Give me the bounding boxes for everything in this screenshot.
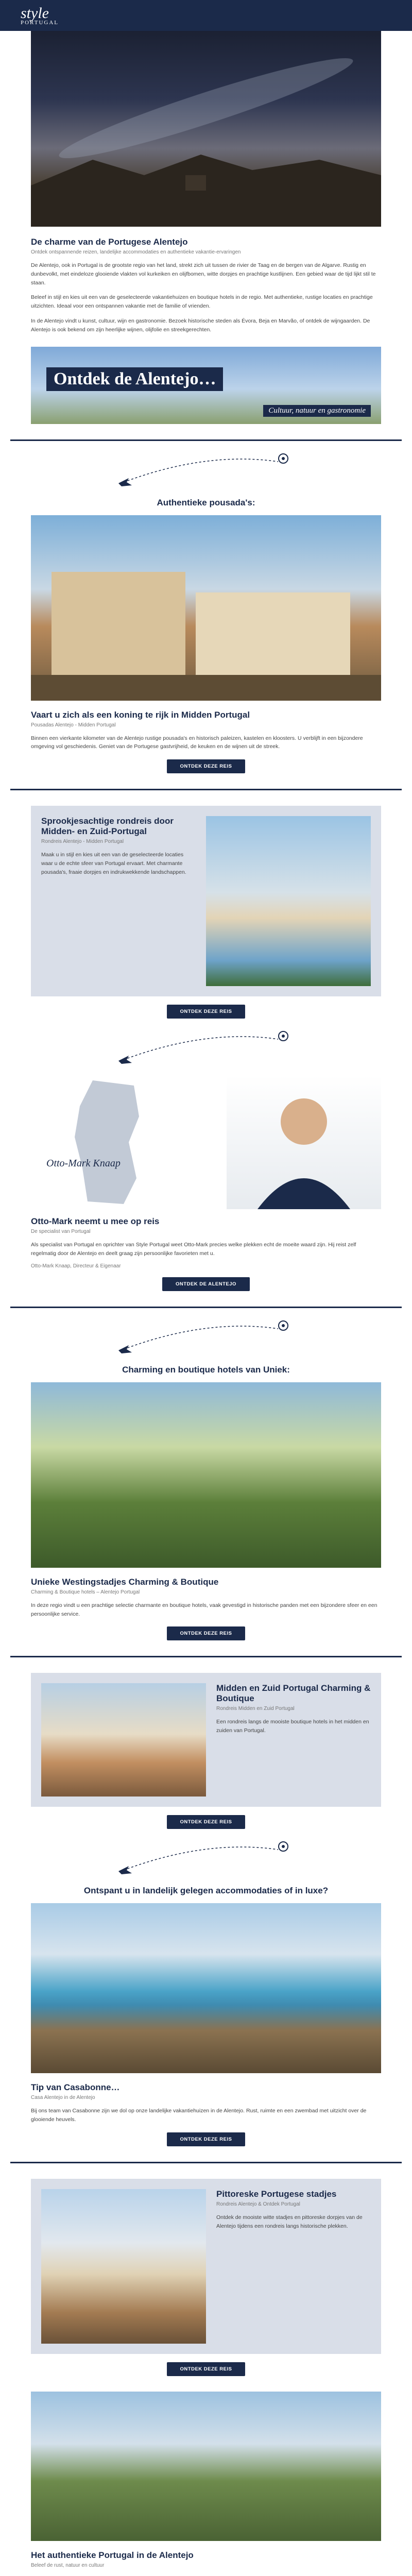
portugal-map [31, 1075, 227, 1209]
cta-button[interactable]: ONTDEK DEZE REIS [167, 1626, 246, 1640]
cta-button[interactable]: ONTDEK DEZE REIS [167, 2132, 246, 2146]
section-subtitle: Beleef de rust, natuur en cultuur [31, 2562, 105, 2568]
banner-title: Ontdek de Alentejo… [46, 367, 223, 391]
midden-zuid-text [216, 1683, 371, 1797]
section-title: Otto-Mark neemt u mee op reis [31, 1216, 160, 1227]
section-title: Tip van Casabonne… [31, 2082, 120, 2093]
section-title: Vaart u zich als een koning te rijk in Midden Portugal [31, 709, 250, 720]
landelijk-image[interactable] [31, 1903, 381, 2073]
portrait [227, 1075, 381, 1209]
plane-route-icon [0, 1308, 412, 1365]
plane-divider [0, 1308, 412, 1365]
signature-meta: Otto-Mark Knaap, Directeur & Eigenaar [31, 1263, 121, 1269]
hero-paragraph-3: In de Alentejo vindt u kunst, cultuur, wijn en gastronomie. Bezoek historische steden als Évora, Beja en Marvão, of ontdek de wijngaarden. De Alentejo is ook bekend om zijn heerlijke wijnen, olijfolie en streekgerechten. [31, 317, 370, 333]
section-paragraph: Bij ons team van Casabonne zijn we dol op onze landelijke vakantiehuizen in de Alentejo. Rust, ruimte en een zwembad met uitzicht over de glooiende heuvels. [31, 2108, 367, 2123]
logo-sub-text: PORTUGAL [21, 19, 59, 26]
cta-button[interactable]: ONTDEK DEZE REIS [167, 1815, 246, 1829]
section-landelijk [0, 1886, 412, 2146]
plane-route-icon [0, 1019, 412, 1075]
email-header [0, 0, 412, 31]
brand-logo[interactable] [21, 6, 59, 26]
plane-divider [0, 1019, 412, 1075]
section-title: Sprookjesachtige rondreis door Midden- en Zuid-Portugal [41, 816, 174, 837]
specialist-block [31, 1075, 381, 1209]
hero-subtitle: Ontdek ontspannende reizen, landelijke accommodaties en authentieke vakantie-ervaringen [31, 249, 241, 255]
section-stadjes [0, 2163, 412, 2376]
section-subtitle: Pousadas Alentejo - Midden Portugal [31, 722, 116, 728]
section-midden-zuid [0, 1657, 412, 1829]
section-specialist [0, 1075, 412, 1291]
pousada-image[interactable] [31, 515, 381, 701]
cta-button[interactable]: ONTDEK DEZE REIS [167, 2362, 246, 2376]
stadjes-text [216, 2189, 371, 2344]
banner-tagline: Cultuur, natuur en gastronomie [263, 405, 371, 417]
midden-zuid-image[interactable] [41, 1683, 206, 1797]
rondreis-image[interactable] [206, 816, 371, 986]
section-paragraph: Binnen een vierkante kilometer van de Alentejo rustige pousada's en historisch paleizen, kastelen en kloosters. U verblijft in een bijzondere omgeving vol geschiedenis. Geniet van de Portugese gastvrijheid, de keuken en de wijnen uit de streek. [31, 735, 363, 750]
section-paragraph: Ontdek de mooiste witte stadjes en pittoreske dorpjes van de Alentejo tijdens een rondreis langs historische plekken. [216, 2214, 363, 2229]
hero-text [0, 227, 412, 334]
section-subtitle: Rondreis Alentejo - Midden Portugal [41, 839, 124, 845]
signature: Otto-Mark Knaap [46, 1158, 121, 1170]
plane-route-icon [0, 1829, 412, 1886]
section-rondreis [0, 790, 412, 1019]
architecture-illustration [31, 515, 381, 701]
boutique-image[interactable] [31, 1382, 381, 1568]
section-paragraph: Een rondreis langs de mooiste boutique hotels in het midden en zuiden van Portugal. [216, 1719, 369, 1734]
map-icon [31, 1075, 206, 1209]
cta-button[interactable]: ONTDEK DEZE REIS [167, 759, 246, 773]
cta-button[interactable]: ONTDEK DEZE REIS [167, 1005, 246, 1019]
promo-banner[interactable] [31, 347, 381, 424]
section-subtitle: De specialist van Portugal [31, 1229, 91, 1235]
section-heading: Charming en boutique hotels van Uniek: [122, 1364, 290, 1375]
stadjes-panel [31, 2179, 381, 2354]
section-title: Pittoreske Portugese stadjes [216, 2189, 337, 2199]
section-title: Unieke Westingstadjes Charming & Boutique [31, 1577, 219, 1587]
plane-divider [0, 1829, 412, 1886]
section-paragraph: In deze regio vindt u een prachtige selectie charmante en boutique hotels, vaak gevestigd in historische panden met een bijzondere sfeer en een persoonlijke service. [31, 1602, 377, 1617]
section-heading: Ontspant u in landelijk gelegen accommodaties of in luxe? [83, 1886, 329, 1896]
hero-title: De charme van de Portugese Alentejo [31, 237, 188, 247]
hero-paragraph-1: De Alentejo, ook in Portugal is de grootste regio van het land, strekt zich uit tussen de rivier de Taag en de bergen van de Algarve. Rustig en dunbevolkt, met eindeloze glooiende vlakten vol kurkeiken en olijfbomen, witte dorpjes en prachtige kustlijnen. Een gebied waar de tijd lijkt stil te staan. [31, 262, 376, 286]
section-pousadas [0, 498, 412, 774]
section-paragraph: Maak u in stijl en kies uit een van de geselecteerde locaties waar u de echte sfeer van Portugal ervaart. Met charmante pousada's, fraaie dorpjes en indrukwekkende landschappen. [41, 852, 186, 875]
section-authentiek [0, 2392, 412, 2576]
section-paragraph: Als specialist van Portugal en oprichter van Style Portugal weet Otto-Mark precies welke plekken echt de moeite waard zijn. Hij reist zelf regelmatig door de Alentejo en deelt graag zijn persoonlijke favorieten met u. [31, 1242, 356, 1257]
person-avatar [227, 1075, 381, 1209]
plane-route-icon [0, 441, 412, 498]
authentiek-image[interactable] [31, 2392, 381, 2541]
section-heading: Authentieke pousada's: [157, 497, 255, 507]
hero-paragraph-2: Beleef in stijl en kies uit een van de geselecteerde vakantiehuizen en boutique hotels in de regio. Met authentieke, rustige locaties en prachtige uitzichten. Ideaal voor een ontspannen vakantie met de familie of vrienden. [31, 294, 373, 310]
stadjes-image[interactable] [41, 2189, 206, 2344]
section-boutique [0, 1365, 412, 1641]
section-subtitle: Rondreis Alentejo & Ontdek Portugal [216, 2201, 300, 2207]
rondreis-text [41, 816, 196, 986]
section-title: Het authentieke Portugal in de Alentejo [31, 2550, 194, 2560]
section-title: Midden en Zuid Portugal Charming & Boutique [216, 1683, 371, 1704]
plane-divider [0, 441, 412, 498]
section-subtitle: Charming & Boutique hotels – Alentejo Portugal [31, 1589, 140, 1595]
logo-main-text: style [21, 4, 49, 22]
milky-way-illustration [31, 31, 381, 227]
cta-button[interactable]: ONTDEK DE ALENTEJO [162, 1277, 250, 1291]
hero-image[interactable] [31, 31, 381, 227]
midden-zuid-panel [31, 1673, 381, 1807]
section-subtitle: Casa Alentejo in de Alentejo [31, 2095, 95, 2101]
rondreis-panel [31, 806, 381, 996]
section-subtitle: Rondreis Midden en Zuid Portugal [216, 1706, 295, 1712]
